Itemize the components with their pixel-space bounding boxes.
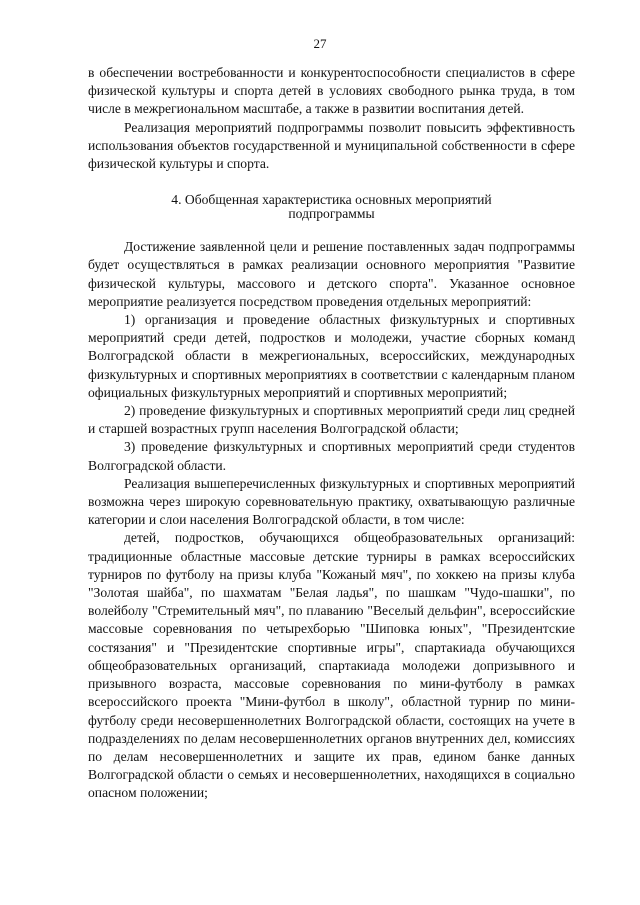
paragraph: Реализация мероприятий подпрограммы позволит повысить эффективность использования объектов государственной и муниципальной собственности в сфере физической культуры и спорта. [88,119,575,172]
section-heading [88,193,575,220]
page-number: 27 [313,36,327,51]
paragraph: детей, подростков, обучающихся общеобразовательных организаций: традиционные областные массовые детские турниры в рамках всероссийских турниров по футболу на призы клуба "Кожаный мяч", по хоккею на призы клуба "Золотая шайба", по шахматам "Белая ладья", по шашкам "Чудо-шашки", по волейболу "Стремительный мяч", по плаванию "Веселый дельфин", всероссийские массовые соревнования по четырехборью "Шиповка юных", "Президентские состязания" и "Президентские спортивные игры", спартакиада обучающихся общеобразовательных организаций, спартакиада молодежи допризывного и призывного возраста, массовые соревнования по мини-футболу в рамках всероссийского проекта "Мини-футбол в школу", областной турнир по мини-футболу среди несовершеннолетних Волгоградской области, состоящих на учете в подразделениях по делам несовершеннолетних органов внутренних дел, комиссиях по делам несовершеннолетних и защите их прав, едином банке данных Волгоградской области о семьях и несовершеннолетних, находящихся в социально опасном положении; [88,530,575,801]
paragraph-continuation: в обеспечении востребованности и конкурентоспособности специалистов в сфере физической культуры и спорта детей в условиях свободного рынка труда, в том числе в межрегиональном масштабе, а также в развитии воспитания детей. [88,65,575,117]
list-item-2: 2) проведение физкультурных и спортивных мероприятий среди лиц средней и старшей возрастных групп населения Волгоградской области; [88,403,575,437]
list-item-3: 3) проведение физкультурных и спортивных мероприятий среди студентов Волгоградской области. [88,439,575,473]
section-heading-line-1: 4. Обобщенная характеристика основных мероприятий [171,192,492,208]
paragraph: Реализация вышеперечисленных физкультурных и спортивных мероприятий возможна через широкую соревновательную практику, охватывающую различные категории и слои населения Волгоградской области, в том числе: [88,475,575,528]
document-body [88,64,575,803]
list-item-1: 1) организация и проведение областных физкультурных и спортивных мероприятий среди детей, подростков и молодежи, участие сборных команд Волгоградской области в межрегиональных, всероссийских, международных физкультурных и спортивных мероприятиях в соответствии с календарным планом официальных физкультурных мероприятий и спортивных мероприятий; [88,312,575,400]
paragraph: Достижение заявленной цели и решение поставленных задач подпрограммы будет осуществляться в рамках реализации основного мероприятия "Развитие физической культуры, массового и детского спорта". Указанное основное мероприятие реализуется посредством проведения отдельных мероприятий: [88,239,575,309]
section-heading-line-2: подпрограммы [288,205,375,221]
